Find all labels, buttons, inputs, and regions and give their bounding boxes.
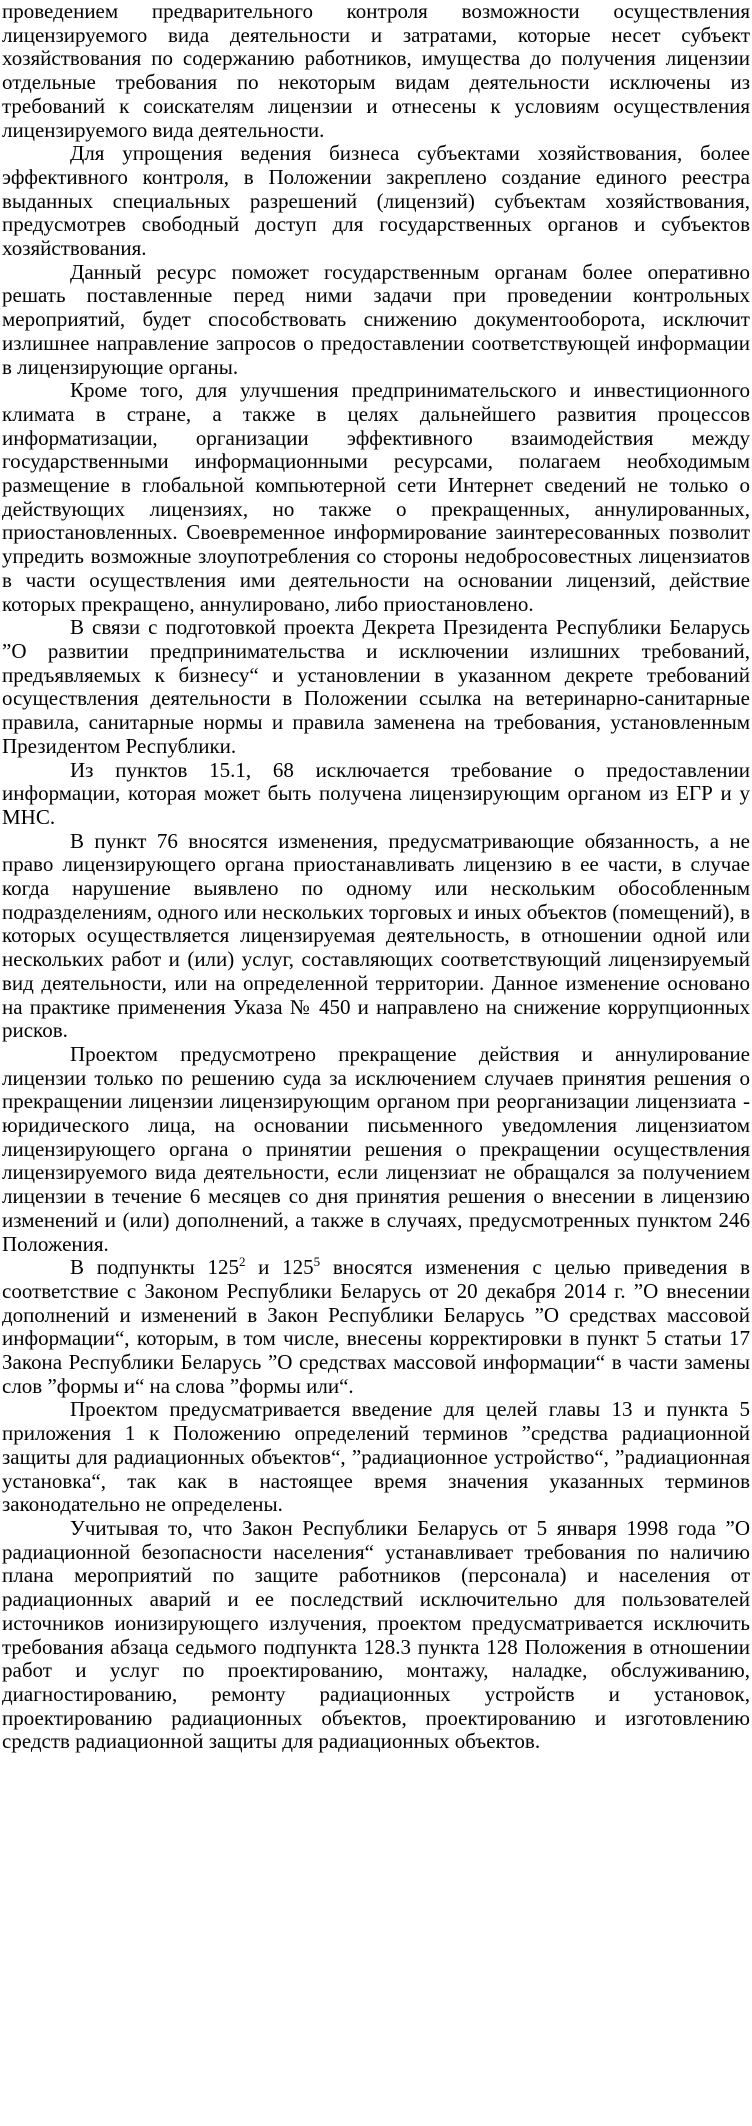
paragraph-resource-benefits: Данный ресурс поможет государственным органам более оперативно решать поставленные перед ними задачи при проведении контрольных мероприятий, будет способствовать снижению документооборота, исключит излишнее направление запросов о предоставлении соответствующей информации в лицензирующие органы. <box>2 259 750 379</box>
paragraph-court-termination: Проектом предусмотрено прекращение действия и аннулирование лицензии только по решению суда за исключением случаев принятия решения о прекращении лицензии лицензирующим органом при реорганизации лицензиата - юридического лица, на основании письменного уведомления лицензиатом лицензирующего органа о принятии решения о прекращении осуществления лицензируемого вида деятельности, если лицензиат не обращался за получением лицензии в течение 6 месяцев со дня принятия решения о внесении в лицензию изменений и (или) дополнений, а также в случаях, предусмотренных пунктом 246 Положения. <box>2 1041 750 1256</box>
paragraph-subitems-125-before: В подпункты 125 <box>70 1255 239 1280</box>
paragraph-subitems-125-after: вносятся изменения с целью приведения в соответствие с Законом Республики Беларусь от 20 декабря 2014 г. ”О внесении дополнений и изменений в Закон Республики Беларусь ”О средствах массовой информации“, которым, в том числе, внесены корректировки в пункт 5 статьи 17 Закона Республики Беларусь ”О средствах массовой информации“ в части замены слов ”формы и“ на слова ”формы или“. <box>2 1255 751 1398</box>
paragraph-items-15-68: Из пунктов 15.1, 68 исключается требование о предоставлении информации, которая может быть получена лицензирующим органом из ЕГР и у МНС. <box>2 757 750 829</box>
paragraph-licensing-conditions: проведением предварительного контроля возможности осуществления лицензируемого вида деятельности и затратами, которые несет субъект хозяйствования по содержанию работников, имущества до получения лицензии отдельные требования по некоторым видам деятельности исключены из требований к соискателям лицензии и отнесены к условиям осуществления лицензируемого вида деятельности. <box>2 0 750 142</box>
superscript-2: 2 <box>238 1254 246 1270</box>
paragraph-subitems-125 <box>2 1256 750 1398</box>
paragraph-radiation-terms: Проектом предусматривается введение для целей главы 13 и пункта 5 приложения 1 к Положению определений терминов ”средства радиационной защиты для радиационных объектов“, ”радиационное устройство“, ”радиационная установка“, так как в настоящее время значения указанных терминов законодательно не определены. <box>2 1397 750 1517</box>
superscript-5: 5 <box>313 1254 321 1270</box>
paragraph-item-76: В пункт 76 вносятся изменения, предусматривающие обязанность, а не право лицензирующего органа приостанавливать лицензию в ее части, в случае когда нарушение выявлено по одному или нескольким обособленным подразделениям, одного или нескольких торговых и иных объектов (помещений), в которых осуществляется лицензируемая деятельность, в отношении одной или нескольких работ и (или) услуг, составляющих соответствующий лицензируемый вид деятельности, или на определенной территории. Данное изменение основано на практике применения Указа № 450 и направлено на снижение коррупционных рисков. <box>2 828 750 1043</box>
paragraph-presidential-decree: В связи с подготовкой проекта Декрета Президента Республики Беларусь ”О развитии предпринимательства и исключении излишних требований, предъявляемых к бизнесу“ и установлении в указанном декрете требований осуществления деятельности в Положении ссылка на ветеринарно-санитарные правила, санитарные нормы и правила заменена на требования, установленным Президентом Республики. <box>2 615 750 758</box>
paragraph-internet-publication: Кроме того, для улучшения предпринимательского и инвестиционного климата в стране, а также в целях дальнейшего развития процессов информатизации, организации эффективного взаимодействия между государственными информационными ресурсами, полагаем необходимым размещение в глобальной компьютерной сети Интернет сведений не только о действующих лицензиях, но также о прекращенных, аннулированных, приостановленных. Своевременное информирование заинтересованных позволит упредить возможные злоупотребления со стороны недобросовестных лицензиатов в части осуществления ими деятельности на основании лицензий, действие которых прекращено, аннулировано, либо приостановлено. <box>2 378 750 616</box>
paragraph-radiation-safety-law: Учитывая то, что Закон Республики Беларусь от 5 января 1998 года ”О радиационной безопасности населения“ устанавливает требования по наличию плана мероприятий по защите работников (персонала) и населения от радиационных аварий и ее последствий исключительно для пользователей источников ионизирующего излучения, проектом предусматривается исключить требования абзаца седьмого подпункта 128.3 пункта 128 Положения в отношении работ и услуг по проектированию, монтажу, наладке, обслуживанию, диагностированию, ремонту радиационных устройств и установок, проектированию радиационных объектов, проектированию и изготовлению средств радиационной защиты для радиационных объектов. <box>2 1516 750 1754</box>
paragraph-unified-registry: Для упрощения ведения бизнеса субъектами хозяйствования, более эффективного контроля, в Положении закреплено создание единого реестра выданных специальных разрешений (лицензий) субъектам хозяйствования, предусмотрев свободный доступ для государственных органов и субъектов хозяйствования. <box>2 141 750 261</box>
paragraph-subitems-125-middle: и 125 <box>245 1255 314 1280</box>
